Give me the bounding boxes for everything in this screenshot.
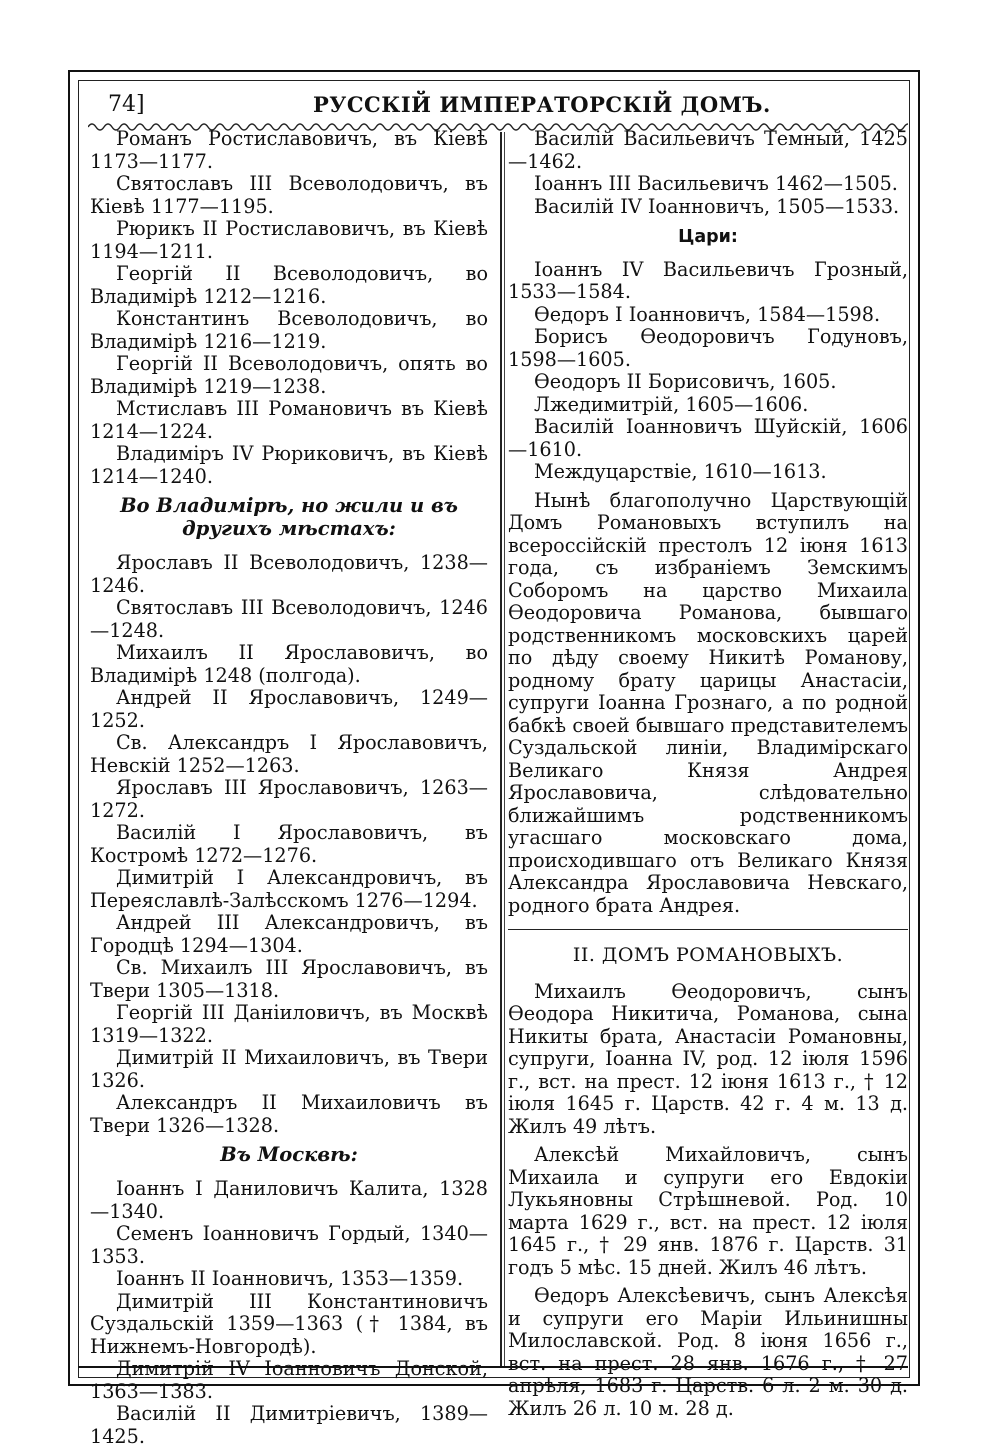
list-item: Іоаннъ II Іоанновичъ, 1353—1359.	[116, 1267, 464, 1290]
list-item: Александръ II Михаиловичъ въ Твери 1326—1328.	[90, 1091, 488, 1137]
entries-romanov	[508, 981, 908, 1421]
list-item: Мстиславъ III Романовичъ въ Кіевѣ 1214—1224.	[90, 397, 488, 443]
romanov-intro-paragraph: Нынѣ благополучно Царствующій Домъ Романовыхъ вступилъ на всероссійскій престолъ 12 іюня 1613 года, съ избраніемъ Земскимъ Соборомъ на царство Михаила Ѳеодоровича Романова, бывшаго родственникомъ московскихъ царей по дѣду своему Никитѣ Романову, родному брату царицы Анастасіи, супруги Іоанна Грознаго, а по родной бабкѣ своей бывшаго представителемъ Суздальской линіи, Владимірскаго Великаго Князя Андрея Ярославовича, слѣдовательно ближайшимъ родственникомъ угасшаго московскаго дома, происходившаго отъ Великаго Князя Александра Ярославовича Невскаго, родного брата Андрея.	[508, 488, 908, 917]
entries-moscow	[90, 1178, 488, 1448]
list-item: Димитрій III Константиновичъ Суздальскій 1359—1363 († 1384, въ Нижнемъ-Новгородѣ).	[90, 1289, 488, 1358]
list-item: Димитрій IV Іоанновичъ Донской, 1363—1383.	[90, 1357, 488, 1403]
section-heading-house-romanov: II. ДОМЪ РОМАНОВЫХЪ.	[572, 944, 844, 966]
entries-tsars	[508, 259, 908, 484]
list-item: Лжедимитрій, 1605—1606.	[534, 392, 809, 416]
section-rule	[508, 929, 908, 930]
list-item: Ярославъ II Всеволодовичъ, 1238—1246.	[90, 551, 488, 597]
entries-vladimir	[90, 552, 488, 1137]
list-item: Междуцарствіе, 1610—1613.	[534, 460, 827, 483]
entries-kiev	[90, 128, 488, 488]
list-item: Василій II Димитріевичъ, 1389—1425.	[90, 1402, 488, 1448]
list-item: Алексѣй Михайловичъ, сынъ Михаила и супруги его Евдокіи Лукьяновны Стрѣшневой. Род. 10 марта 1629 г., вст. на прест. 12 іюля 1645 г., † 29 янв. 1876 г. Царств. 31 годъ 5 мѣс. 15 дней. Жилъ 46 лѣтъ.	[508, 1143, 908, 1279]
section-heading-tsars: Цари:	[678, 227, 738, 247]
bottom-rule	[78, 1366, 908, 1368]
section-heading-vladimir: Во Владимірѣ, но жили и въ другихъ мѣстахъ:	[120, 494, 458, 540]
list-item: Ѳедоръ Алексѣевичъ, сынъ Алексѣя и супруги его Маріи Ильинишны Милославской. Род. 8 іюня 1656 г., вст. на прест. 28 янв. 1676 г., † 27 апрѣля, 1683 г. Царств. 6 л. 2 м. 30 д. Жилъ 26 л. 10 м. 28 д.	[508, 1284, 908, 1420]
list-item: Андрей II Ярославовичъ, 1249—1252.	[90, 686, 488, 732]
list-item: Димитрій I Александровичъ, въ Переяславлѣ-Залѣсскомъ 1276—1294.	[90, 866, 488, 912]
list-item: Святославъ III Всеволодовичъ, 1246—1248.	[90, 596, 488, 642]
column-divider-thin	[504, 132, 505, 1366]
list-item: Димитрій II Михаиловичъ, въ Твери 1326.	[90, 1046, 488, 1092]
right-column	[508, 128, 908, 1420]
list-item: Георгій III Даніиловичъ, въ Москвѣ 1319—1322.	[90, 1001, 488, 1047]
list-item: Василій Іоанновичъ Шуйскій, 1606—1610.	[508, 415, 908, 461]
list-item: Св. Александръ I Ярославовичъ, Невскій 1252—1263.	[90, 731, 488, 777]
list-item: Св. Михаилъ III Ярославовичъ, въ Твери 1305—1318.	[90, 956, 488, 1002]
list-item: Рюрикъ II Ростиславовичъ, въ Кіевѣ 1194—1211.	[90, 217, 488, 263]
list-item: Василій Васильевичъ Темный, 1425—1462.	[508, 127, 908, 173]
list-item: Михаилъ II Ярославовичъ, во Владимірѣ 1248 (полгода).	[90, 641, 488, 687]
list-item: Андрей III Александровичъ, въ Городцѣ 1294—1304.	[90, 911, 488, 957]
left-column	[90, 128, 488, 1448]
list-item: Ѳедоръ I Іоанновичъ, 1584—1598.	[534, 302, 881, 326]
list-item: Борисъ Ѳеодоровичъ Годуновъ, 1598—1605.	[508, 325, 908, 371]
list-item: Георгій II Всеволодовичъ, во Владимірѣ 1212—1216.	[90, 262, 488, 308]
list-item: Ярославъ III Ярославовичъ, 1263—1272.	[90, 776, 488, 822]
running-title: РУССКІЙ ИМПЕРАТОРСКІЙ ДОМЪ.	[313, 92, 771, 117]
list-item: Василій IV Іоанновичъ, 1505—1533.	[534, 194, 900, 218]
list-item: Ѳеодоръ II Борисовичъ, 1605.	[534, 370, 837, 393]
entries-grand-princes	[508, 128, 908, 218]
page-number: 74]	[108, 92, 145, 117]
list-item: Святославъ III Всеволодовичъ, въ Кіевѣ 1177—1195.	[90, 172, 488, 218]
list-item: Іоаннъ IV Васильевичъ Грозный, 1533—1584.	[508, 257, 908, 303]
list-item: Іоаннъ I Даниловичъ Калита, 1328—1340.	[90, 1177, 488, 1223]
list-item: Константинъ Всеволодовичъ, во Владимірѣ 1216—1219.	[90, 307, 488, 353]
column-divider	[500, 132, 502, 1366]
list-item: Георгій II Всеволодовичъ, опять во Владимірѣ 1219—1238.	[90, 352, 488, 398]
list-item: Романъ Ростиславовичъ, въ Кіевѣ 1173—1177.	[90, 127, 488, 173]
section-heading-moscow: Въ Москвѣ:	[220, 1143, 358, 1166]
list-item: Василій I Ярославовичъ, въ Костромѣ 1272—1276.	[90, 821, 488, 867]
list-item: Іоаннъ III Васильевичъ 1462—1505.	[534, 172, 898, 195]
list-item: Михаилъ Ѳеодоровичъ, сынъ Ѳеодора Никитича, Романова, сына Никиты брата, Анастасіи Романовны, супруги, Іоанна IV, род. 12 іюля 1596 г., вст. на прест. 12 іюня 1613 г., † 12 іюля 1645 г. Царств. 42 г. 4 м. 13 д. Жилъ 49 лѣтъ.	[508, 979, 908, 1138]
list-item: Семенъ Іоанновичъ Гордый, 1340—1353.	[90, 1222, 488, 1268]
list-item: Владиміръ IV Рюриковичъ, въ Кіевѣ 1214—1240.	[90, 442, 488, 488]
